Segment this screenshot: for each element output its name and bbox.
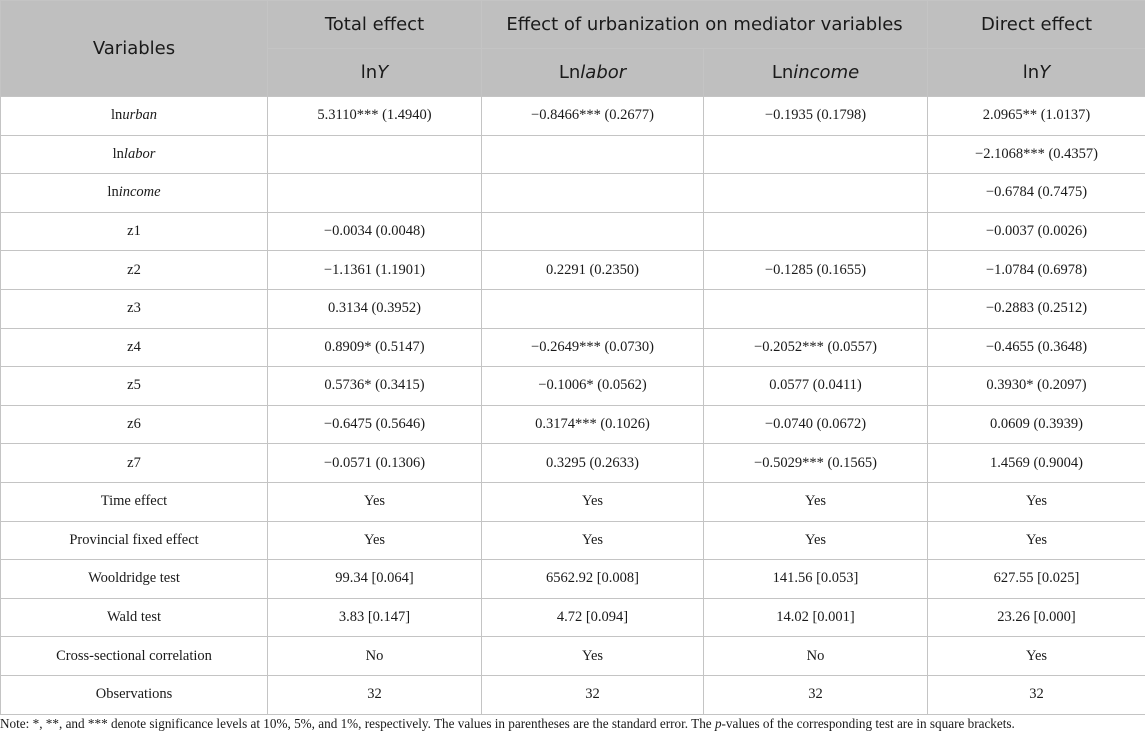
- table-body: [1, 97, 1145, 715]
- row-label: [1, 598, 268, 637]
- table-cell: 32: [928, 675, 1145, 714]
- table-cell: Yes: [268, 521, 482, 560]
- table-cell: −1.0784 (0.6978): [928, 251, 1145, 290]
- table-cell: −1.1361 (1.1901): [268, 251, 482, 290]
- row-label-italic: income: [118, 184, 161, 201]
- table-cell: 0.3295 (0.2633): [482, 444, 704, 483]
- table-cell: 0.0577 (0.0411): [704, 367, 928, 406]
- table-cell: 0.5736* (0.3415): [268, 367, 482, 406]
- subheader-direct-lny: [928, 49, 1145, 97]
- row-label-text: Time effect: [100, 493, 168, 510]
- table-cell: 14.02 [0.001]: [704, 598, 928, 637]
- table-cell: [482, 289, 704, 328]
- row-label: [1, 482, 268, 521]
- row-label-prefix: ln: [107, 184, 119, 201]
- table-cell: [268, 174, 482, 213]
- row-label: [1, 251, 268, 290]
- row-label-prefix: ln: [112, 145, 124, 162]
- table-cell: 99.34 [0.064]: [268, 560, 482, 599]
- table-cell: 0.0609 (0.3939): [928, 405, 1145, 444]
- table-cell: [482, 212, 704, 251]
- table-note: [0, 716, 1145, 732]
- table-cell: 0.8909* (0.5147): [268, 328, 482, 367]
- row-label-text: Observations: [95, 686, 173, 703]
- table-row: [1, 289, 1145, 328]
- subheader-prefix: ln: [1022, 62, 1040, 83]
- subheader-italic: Y: [377, 62, 389, 83]
- table-cell: 141.56 [0.053]: [704, 560, 928, 599]
- subheader-prefix: Ln: [558, 62, 581, 83]
- table-cell: −0.0037 (0.0026): [928, 212, 1145, 251]
- row-label: [1, 637, 268, 676]
- row-label: [1, 212, 268, 251]
- subheader-italic: income: [793, 62, 860, 83]
- table-cell: Yes: [928, 637, 1145, 676]
- row-label-text: z7: [127, 454, 141, 471]
- table-cell: −0.1006* (0.0562): [482, 367, 704, 406]
- row-label-text: Cross-sectional correlation: [56, 647, 212, 664]
- table-cell: Yes: [704, 482, 928, 521]
- table-cell: Yes: [928, 482, 1145, 521]
- table-row: [1, 637, 1145, 676]
- table-cell: −0.1285 (0.1655): [704, 251, 928, 290]
- table-cell: No: [268, 637, 482, 676]
- table-cell: −0.1935 (0.1798): [704, 97, 928, 136]
- row-label: [1, 521, 268, 560]
- note-text-2: -values of the corresponding test are in square brackets.: [721, 716, 1015, 731]
- table-cell: −0.0034 (0.0048): [268, 212, 482, 251]
- row-label-text: Provincial fixed effect: [69, 531, 199, 548]
- row-label: [1, 675, 268, 714]
- table-row: [1, 598, 1145, 637]
- table-row: [1, 482, 1145, 521]
- table-cell: −0.2649*** (0.0730): [482, 328, 704, 367]
- table-cell: −0.0740 (0.0672): [704, 405, 928, 444]
- row-label-text: z6: [127, 416, 141, 433]
- row-label: [1, 135, 268, 174]
- subheader-italic: labor: [580, 62, 627, 83]
- subheader-prefix: Ln: [771, 62, 794, 83]
- table-cell: 0.3134 (0.3952): [268, 289, 482, 328]
- subheader-lnlabor: [482, 49, 704, 97]
- row-label: [1, 328, 268, 367]
- table-cell: −0.2883 (0.2512): [928, 289, 1145, 328]
- table-cell: 3.83 [0.147]: [268, 598, 482, 637]
- table-cell: −2.1068*** (0.4357): [928, 135, 1145, 174]
- table-cell: Yes: [704, 521, 928, 560]
- table-row: [1, 521, 1145, 560]
- row-label-text: Wooldridge test: [88, 570, 180, 587]
- table-cell: 4.72 [0.094]: [482, 598, 704, 637]
- table-cell: −0.6784 (0.7475): [928, 174, 1145, 213]
- table-cell: Yes: [482, 637, 704, 676]
- table-row: [1, 174, 1145, 213]
- row-label: [1, 405, 268, 444]
- row-label: [1, 174, 268, 213]
- table-cell: [482, 135, 704, 174]
- row-label-text: z2: [127, 261, 141, 278]
- table-cell: Yes: [928, 521, 1145, 560]
- row-label-text: z4: [127, 338, 141, 355]
- note-text-1: Note: *, **, and *** denote significance levels at 10%, 5%, and 1%, respectively. The values in parentheses are the standard error. The: [0, 716, 715, 731]
- row-label-text: Wald test: [107, 609, 161, 626]
- table-cell: 0.2291 (0.2350): [482, 251, 704, 290]
- table-row: [1, 97, 1145, 136]
- row-label-text: z3: [127, 300, 141, 317]
- table-row: [1, 212, 1145, 251]
- table-cell: 23.26 [0.000]: [928, 598, 1145, 637]
- row-label: [1, 444, 268, 483]
- table-cell: 0.3930* (0.2097): [928, 367, 1145, 406]
- header-row-1: [1, 1, 1145, 49]
- subheader-lnincome: [704, 49, 928, 97]
- table-cell: [704, 212, 928, 251]
- note-italic: p: [714, 716, 722, 731]
- table-cell: 5.3110*** (1.4940): [268, 97, 482, 136]
- table-cell: No: [704, 637, 928, 676]
- table-cell: −0.6475 (0.5646): [268, 405, 482, 444]
- table-cell: −0.0571 (0.1306): [268, 444, 482, 483]
- table-row: [1, 328, 1145, 367]
- row-label-prefix: ln: [111, 107, 123, 124]
- table-cell: 627.55 [0.025]: [928, 560, 1145, 599]
- row-label: [1, 560, 268, 599]
- row-label: [1, 289, 268, 328]
- row-label-italic: urban: [122, 107, 157, 124]
- table-cell: [704, 289, 928, 328]
- table-cell: −0.4655 (0.3648): [928, 328, 1145, 367]
- subheader-italic: Y: [1039, 62, 1051, 83]
- table-row: [1, 367, 1145, 406]
- table-cell: 1.4569 (0.9004): [928, 444, 1145, 483]
- header-mediator-effect: Effect of urbanization on mediator variables: [482, 1, 928, 49]
- row-label-italic: labor: [123, 145, 156, 162]
- table-row: [1, 251, 1145, 290]
- table-cell: −0.2052*** (0.0557): [704, 328, 928, 367]
- header-variables: Variables: [1, 1, 268, 97]
- table-cell: 2.0965** (1.0137): [928, 97, 1145, 136]
- table-cell: 32: [268, 675, 482, 714]
- table-cell: [268, 135, 482, 174]
- header-direct-effect: Direct effect: [928, 1, 1145, 49]
- row-label-text: z1: [127, 223, 141, 240]
- table-cell: 0.3174*** (0.1026): [482, 405, 704, 444]
- table-cell: Yes: [482, 482, 704, 521]
- table-cell: −0.8466*** (0.2677): [482, 97, 704, 136]
- row-label-text: z5: [127, 377, 141, 394]
- table-cell: Yes: [482, 521, 704, 560]
- table-cell: [704, 135, 928, 174]
- table-cell: [704, 174, 928, 213]
- table-row: [1, 135, 1145, 174]
- table-row: [1, 405, 1145, 444]
- table-row: [1, 444, 1145, 483]
- table-cell: −0.5029*** (0.1565): [704, 444, 928, 483]
- subheader-total-lny: [268, 49, 482, 97]
- table-row: [1, 675, 1145, 714]
- subheader-prefix: ln: [360, 62, 378, 83]
- table-cell: 6562.92 [0.008]: [482, 560, 704, 599]
- row-label: [1, 367, 268, 406]
- table-cell: Yes: [268, 482, 482, 521]
- table-cell: [482, 174, 704, 213]
- header-total-effect: Total effect: [268, 1, 482, 49]
- table-cell: 32: [482, 675, 704, 714]
- table-cell: 32: [704, 675, 928, 714]
- row-label: [1, 97, 268, 136]
- table-row: [1, 560, 1145, 599]
